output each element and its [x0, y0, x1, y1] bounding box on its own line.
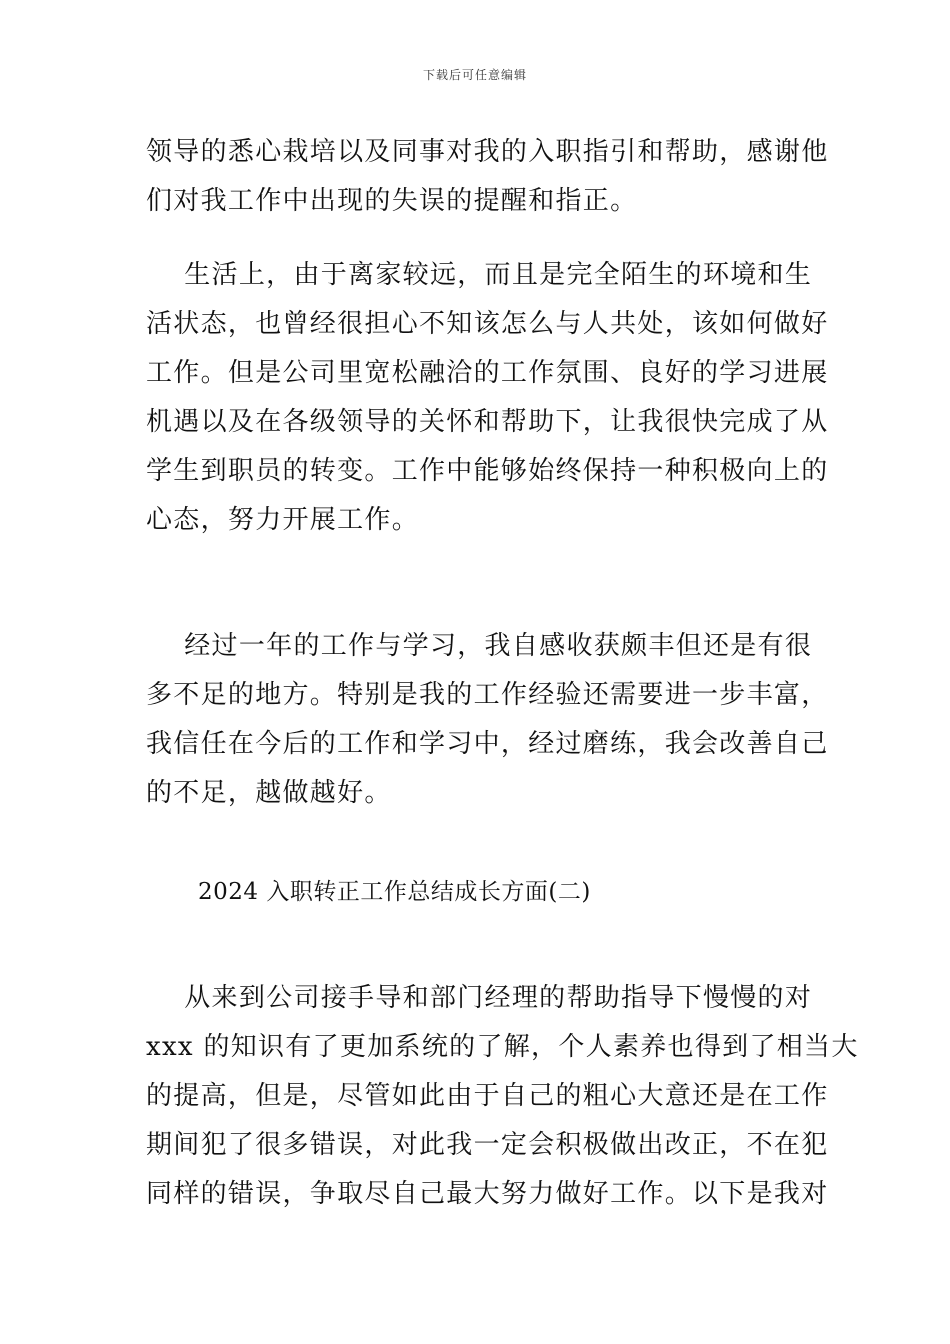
paragraph-line: 学生到职员的转变。工作中能够始终保持一种积极向上的: [146, 456, 829, 486]
paragraph-4: [146, 974, 859, 1219]
paragraph-line: 同样的错误，争取尽自己最大努力做好工作。以下是我对: [146, 1179, 829, 1209]
paragraph-line: 领导的悉心栽培以及同事对我的入职指引和帮助，感谢他: [146, 137, 829, 167]
paragraph-line: 从来到公司接手导和部门经理的帮助指导下慢慢的对: [146, 983, 813, 1013]
paragraph-line: 们对我工作中出现的失误的提醒和指正。: [146, 186, 638, 216]
paragraph-line: 经过一年的工作与学习，我自感收获颇丰但还是有很: [146, 631, 813, 661]
paragraph-2: [146, 251, 829, 545]
paragraph-line: 心态，努力开展工作。: [146, 505, 420, 535]
paragraph-line: 工作。但是公司里宽松融洽的工作氛围、良好的学习进展: [146, 358, 829, 388]
paragraph-line: 的不足，越做越好。: [146, 778, 392, 808]
paragraph-line: xxx 的知识有了更加系统的了解，个人素养也得到了相当大: [146, 1032, 859, 1062]
section-heading: 2024 入职转正工作总结成长方面(二): [198, 879, 591, 905]
paragraph-line: 的提高，但是，尽管如此由于自己的粗心大意还是在工作: [146, 1081, 829, 1111]
paragraph-3: [146, 622, 829, 818]
paragraph-line: 多不足的地方。特别是我的工作经验还需要进一步丰富，: [146, 680, 829, 710]
paragraph-line: 期间犯了很多错误，对此我一定会积极做出改正，不在犯: [146, 1130, 829, 1160]
header-note: 下载后可任意编辑: [422, 68, 527, 82]
paragraph-line: 生活上，由于离家较远，而且是完全陌生的环境和生: [146, 260, 813, 290]
paragraph-line: 活状态，也曾经很担心不知该怎么与人共处，该如何做好: [146, 309, 829, 339]
paragraph-line: 我信任在今后的工作和学习中，经过磨练，我会改善自己: [146, 729, 829, 759]
paragraph-line: 机遇以及在各级领导的关怀和帮助下，让我很快完成了从: [146, 407, 829, 437]
paragraph-1: [146, 128, 829, 226]
